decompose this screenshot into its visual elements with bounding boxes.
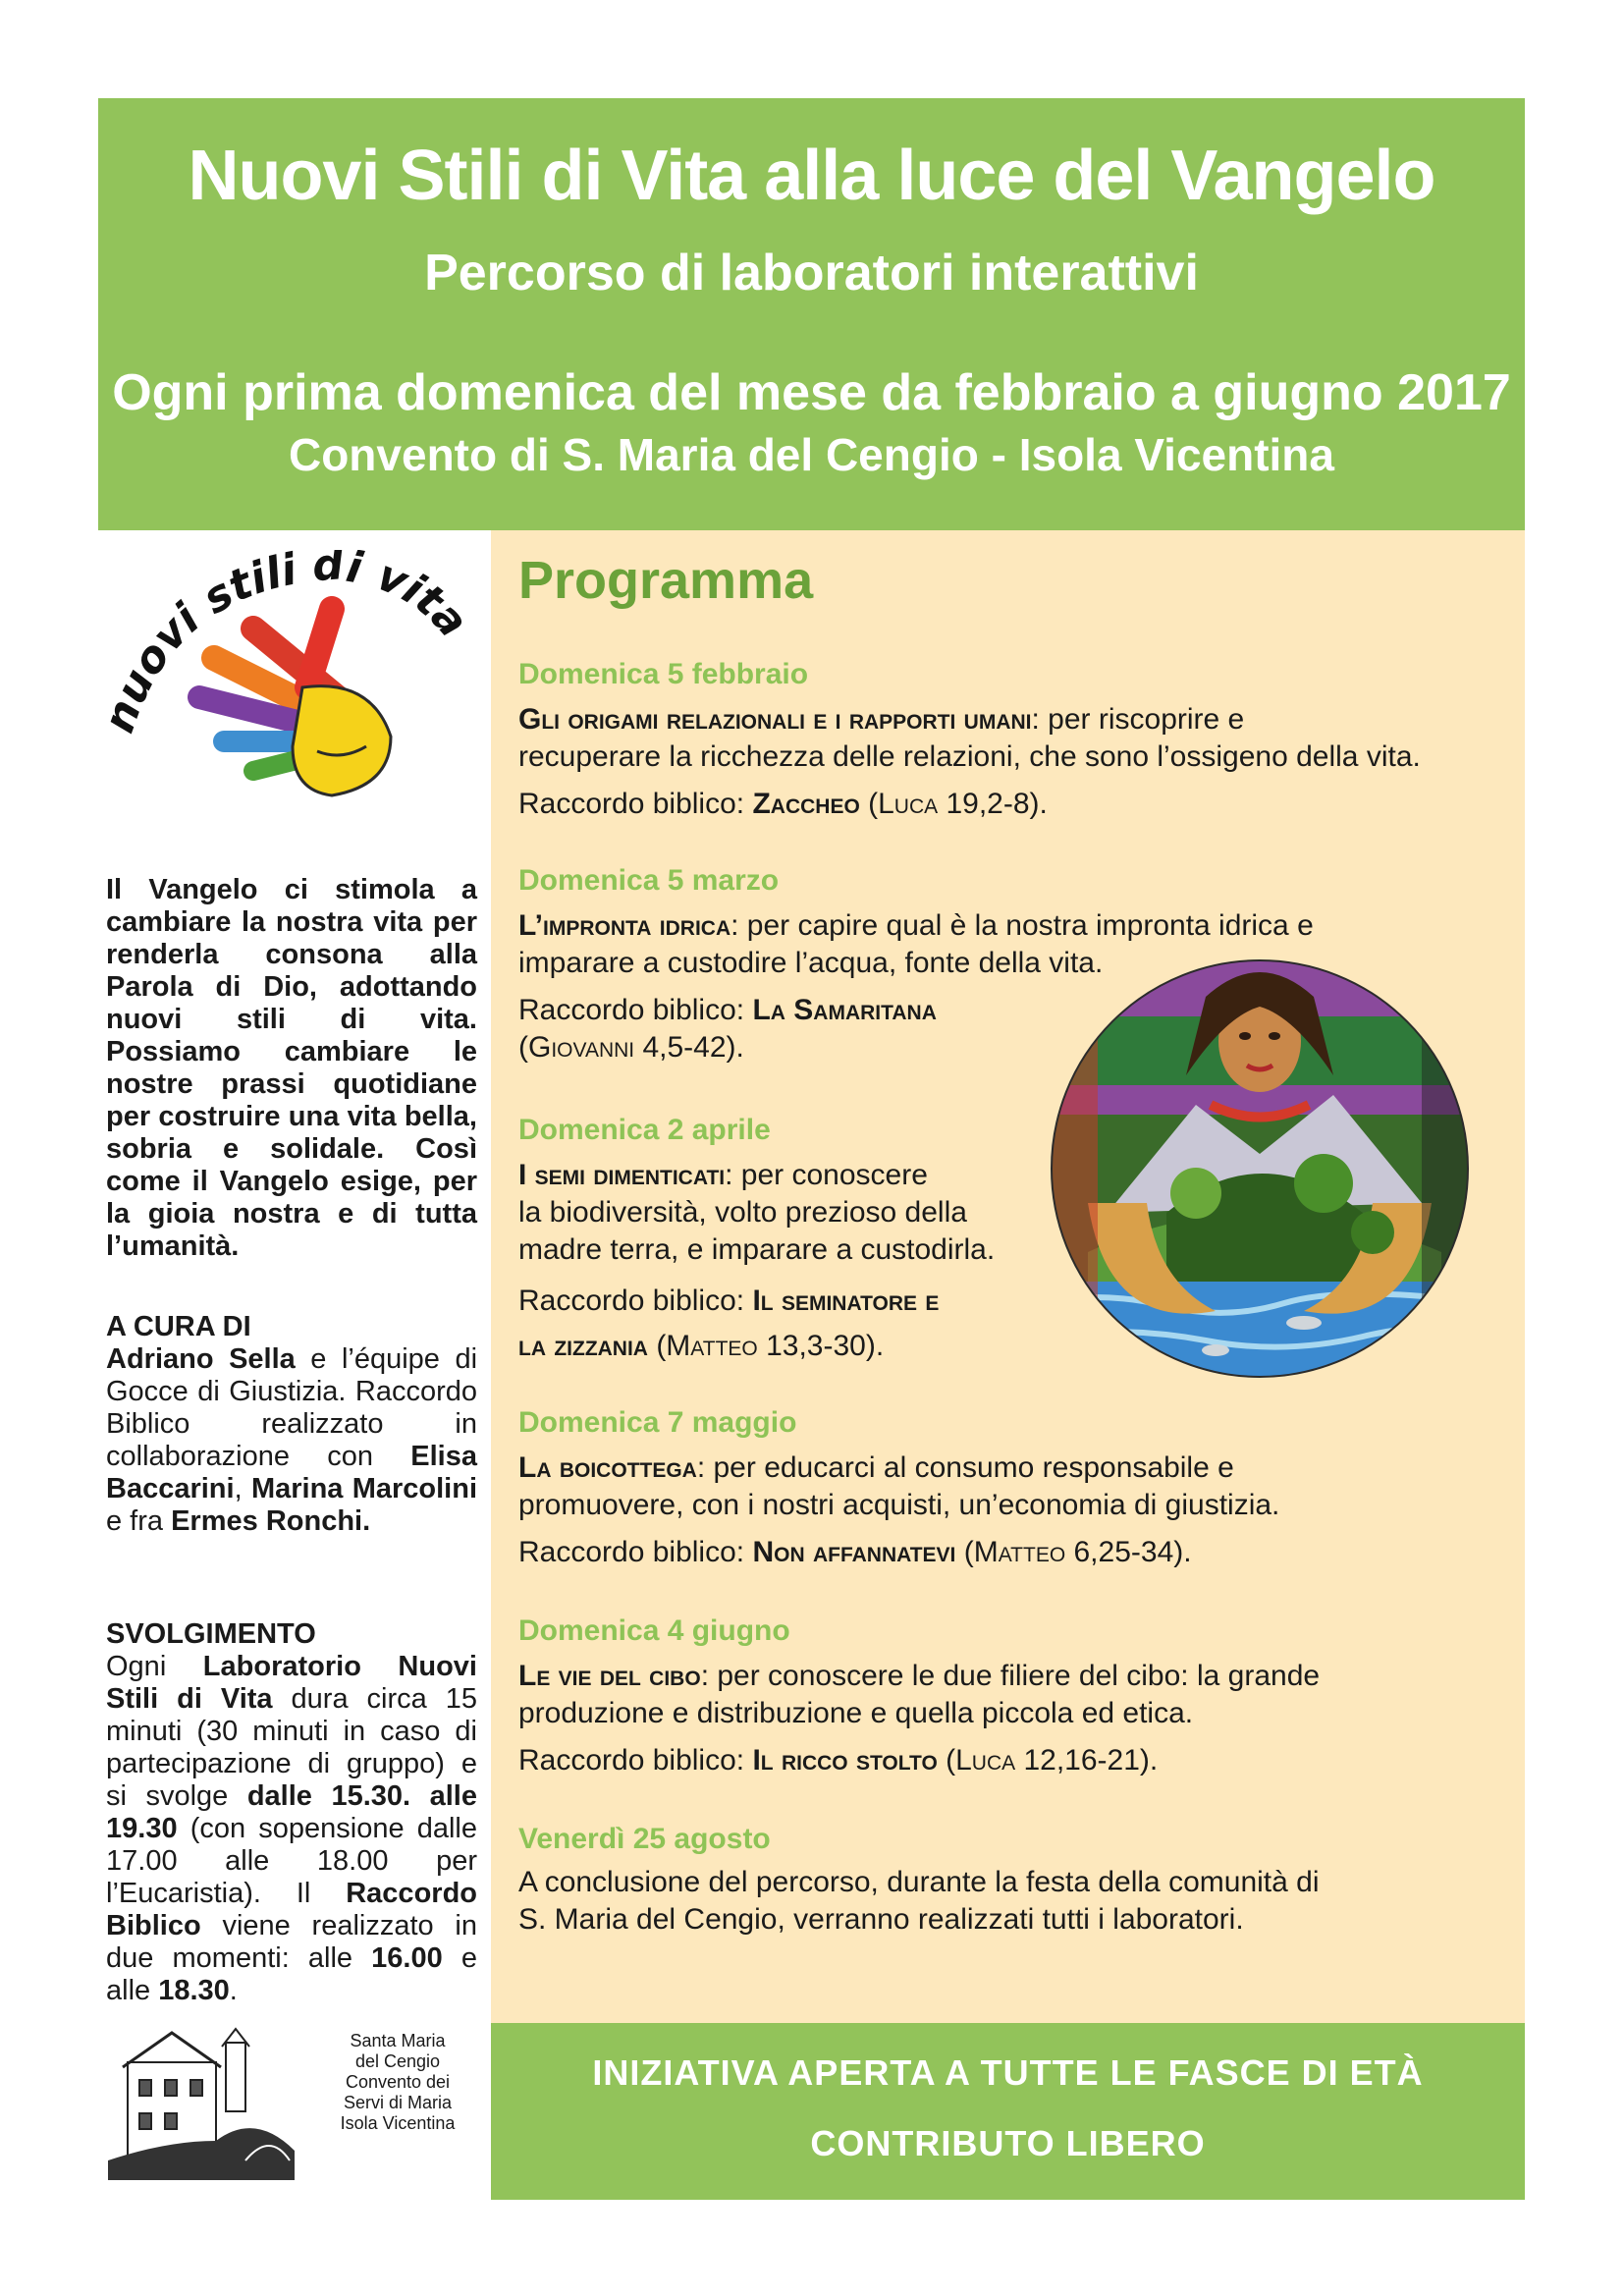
event-raccordo-1: Raccordo biblico: Zaccheo (Luca 19,2-8). [518, 788, 1048, 820]
convent-caption: Santa Maria del Cengio Convento dei Servi di Maria Isola Vicentina [340, 2031, 456, 2133]
footer-banner [491, 2023, 1525, 2200]
schedule-text: Ogni prima domenica del mese da febbraio a giugno 2017 [112, 364, 1511, 421]
event-desc-2: L’impronta idrica: per capire qual è la nostra impronta idrica e imparare a custodire l’acqua, fonte della vita. [518, 909, 1314, 979]
convent-drawing [108, 2023, 304, 2185]
credits-title: A CURA DI [106, 1311, 251, 1342]
svg-text:nuovi stili di vita: uovi stili di vita [106, 550, 478, 712]
event-raccordo-2: Raccordo biblico: La Samaritana (Giovanni 4,5-42). [518, 994, 937, 1064]
event-desc-5: Le vie del cibo: per conoscere le due filiere del cibo: la grande produzione e distribuzione e quella piccola ed etica. [518, 1660, 1321, 1729]
credits-block: A CURA DI Adriano Sella e l’équipe di Gocce di Giustizia. Raccordo Biblico realizzato in collaborazione con Elisa Baccarini, Marina Marcolini e fra Ermes Ronchi. [106, 1311, 478, 1537]
event-desc-3: I semi dimenticati: per conoscere la biodiversità, volto prezioso della madre terra, e imparare a custodirla. [518, 1159, 996, 1266]
footer-line-2: CONTRIBUTO LIBERO [810, 2123, 1206, 2163]
event-desc-4: La boicottega: per educarci al consumo responsabile e promuovere, con i nostri acquisti, un’economia di giustizia. [518, 1451, 1280, 1521]
page-title: Nuovi Stili di Vita alla luce del Vangelo [188, 137, 1435, 215]
program-title: Programma [518, 551, 814, 610]
event-desc-1: Gli origami relazionali e i rapporti umani: per riscoprire e recuperare la ricchezza delle relazioni, che sono l’ossigeno della vita. [518, 703, 1421, 773]
event-day-1: Domenica 5 febbraio [518, 658, 809, 690]
event-day-2: Domenica 5 marzo [518, 864, 780, 897]
page-subtitle: Percorso di laboratori interattivi [424, 245, 1199, 301]
mother-earth-illustration [1049, 957, 1471, 1380]
intro-text: Il Vangelo ci stimola a cambiare la nostra vita per renderla consona alla Parola di Dio, adottando nuovi stili di vita. Possiamo cambiare le nostre prassi quotidiane per costruire una vita bella, sobria e solidale. Così come il Vangelo esige, per la gioia nostra e di tutta l’umanità. [106, 874, 477, 1262]
event-desc-6: A conclusione del percorso, durante la festa della comunità di S. Maria del Cengio, verranno realizzati tutti i laboratori. [518, 1866, 1320, 1936]
hand-icon [106, 550, 499, 805]
event-raccordo-4: Raccordo biblico: Non affannatevi (Matteo 6,25-34). [518, 1536, 1192, 1568]
event-day-5: Domenica 4 giugno [518, 1614, 790, 1647]
schedule-block: SVOLGIMENTO Ogni Laboratorio Nuovi Stili di Vita dura circa 15 minuti (30 minuti in caso di partecipazione di gruppo) e si svolge dalle 15.30. alle 19.30 (con sopensione dalle 17.00 alle 18.00 per l’Eucaristia). Il Raccordo Biblico viene realizzato in due momenti: alle 16.00 e alle 18.30. [106, 1618, 478, 2006]
event-day-3: Domenica 2 aprile [518, 1114, 771, 1146]
event-day-4: Domenica 7 maggio [518, 1406, 797, 1439]
event-day-6: Venerdì 25 agosto [518, 1823, 771, 1855]
event-raccordo-5: Raccordo biblico: Il ricco stolto (Luca 12,16-21). [518, 1744, 1159, 1777]
event-raccordo-3: Raccordo biblico: Il seminatore e la zizzania (Matteo 13,3-30). [518, 1285, 940, 1362]
footer-line-1: INIZIATIVA APERTA A TUTTE LE FASCE DI ETÀ [592, 2052, 1424, 2093]
header-banner [98, 98, 1525, 530]
logo [106, 550, 499, 805]
schedule-title: SVOLGIMENTO [106, 1618, 316, 1650]
place-text: Convento di S. Maria del Cengio - Isola Vicentina [288, 429, 1334, 480]
